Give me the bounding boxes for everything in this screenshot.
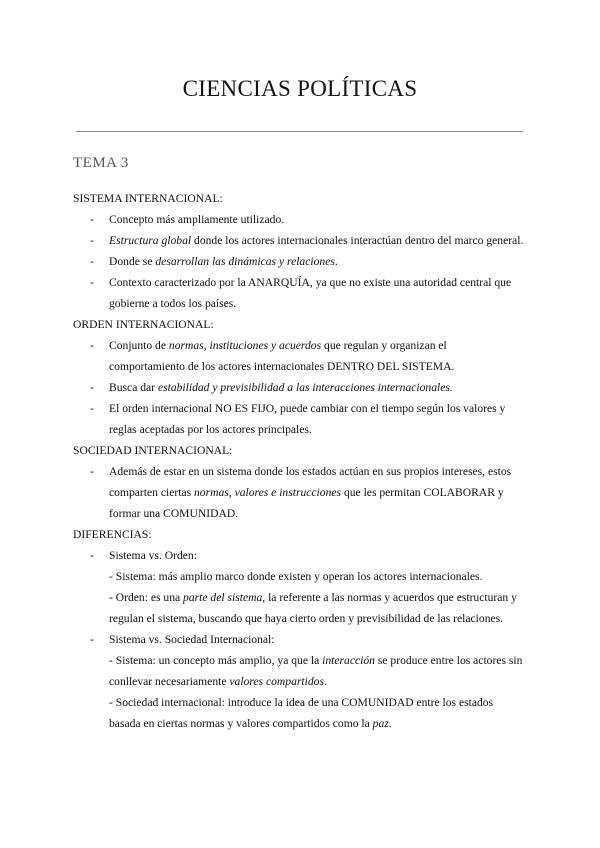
comparison-label: Sistema vs. Sociedad Internacional: bbox=[109, 633, 275, 646]
emphasis: valores compartidos bbox=[229, 675, 324, 688]
emphasis: desarrollan las dinámicas y relaciones bbox=[155, 255, 335, 268]
section-heading-diferencias: DIFERENCIAS: bbox=[73, 528, 152, 541]
item-text: El orden internacional NO ES FIJO, puede cambiar con el tiempo según los valores y reglas aceptadas por los actores principales. bbox=[109, 402, 506, 436]
emphasis: normas, instituciones y acuerdos bbox=[168, 339, 322, 352]
bullet-dash: - bbox=[90, 633, 94, 646]
title-divider bbox=[76, 131, 523, 132]
emphasis: interacción bbox=[322, 654, 375, 667]
bullet-dash: - bbox=[90, 465, 94, 478]
bullet-dash: - bbox=[90, 339, 94, 352]
bullet-dash: - bbox=[90, 276, 94, 289]
document-body bbox=[73, 188, 525, 734]
section-list-sistema bbox=[73, 209, 525, 314]
bullet-dash: - bbox=[90, 234, 94, 247]
item-text: Concepto más ampliamente utilizado. bbox=[109, 213, 285, 226]
emphasis: Estructura global bbox=[109, 234, 192, 247]
list-item bbox=[73, 272, 525, 314]
bullet-dash: - bbox=[90, 255, 94, 268]
section-list-orden bbox=[73, 335, 525, 440]
list-item bbox=[73, 251, 525, 272]
list-item bbox=[73, 230, 525, 251]
comparison-label: Sistema vs. Orden: bbox=[109, 549, 197, 562]
section-list-diferencias bbox=[73, 545, 525, 734]
item-text: Estructura global donde los actores internacionales interactúan dentro del marco general. bbox=[109, 234, 524, 247]
list-item bbox=[73, 377, 525, 398]
list-item bbox=[73, 209, 525, 230]
list-item bbox=[73, 461, 525, 524]
list-item bbox=[73, 398, 525, 440]
list-item bbox=[73, 545, 525, 629]
emphasis: normas, valores e instrucciones bbox=[193, 486, 342, 499]
item-text: Contexto caracterizado por la ANARQUÍA, ya que no existe una autoridad central que gobierne a todos los países. bbox=[109, 276, 512, 310]
item-text: Busca dar estabilidad y previsibilidad a las interacciones internacionales. bbox=[109, 381, 453, 394]
comparison-detail: - Sistema: un concepto más amplio, ya que la interacción se produce entre los actores sin conllevar necesariamente valores compartidos. bbox=[109, 654, 523, 688]
list-item bbox=[73, 629, 525, 734]
item-text: Conjunto de normas, instituciones y acuerdos que regulan y organizan el comportamiento de los actores internacionales DENTRO DEL SISTEMA. bbox=[109, 339, 455, 373]
emphasis: estabilidad y previsibilidad a las interacciones internacionales. bbox=[157, 381, 453, 394]
bullet-dash: - bbox=[90, 402, 94, 415]
emphasis: paz bbox=[372, 717, 389, 730]
section-heading-sociedad: SOCIEDAD INTERNACIONAL: bbox=[73, 444, 233, 457]
emphasis: parte del sistema bbox=[183, 591, 263, 604]
item-text: Además de estar en un sistema donde los estados actúan en sus propios intereses, estos comparten ciertas normas, valores e instrucciones que les permitan COLABORAR y formar una COMUNIDAD. bbox=[109, 465, 512, 520]
topic-heading: TEMA 3 bbox=[73, 155, 129, 171]
comparison-detail: - Sistema: más amplio marco donde existen y operan los actores internacionales. bbox=[109, 570, 483, 583]
bullet-dash: - bbox=[90, 549, 94, 562]
list-item bbox=[73, 335, 525, 377]
page-title: CIENCIAS POLÍTICAS bbox=[182, 76, 418, 101]
item-text: Donde se desarrollan las dinámicas y relaciones. bbox=[109, 255, 338, 268]
comparison-detail: - Sociedad internacional: introduce la idea de una COMUNIDAD entre los estados basada en ciertas normas y valores compartidos como la paz. bbox=[109, 696, 494, 730]
comparison-detail: - Orden: es una parte del sistema, la referente a las normas y acuerdos que estructuran y regulan el sistema, buscando que haya cierto orden y previsibilidad de las relaciones. bbox=[109, 591, 517, 625]
section-heading-sistema: SISTEMA INTERNACIONAL: bbox=[73, 192, 223, 205]
bullet-dash: - bbox=[90, 381, 94, 394]
bullet-dash: - bbox=[90, 213, 94, 226]
section-heading-orden: ORDEN INTERNACIONAL: bbox=[73, 318, 214, 331]
section-list-sociedad bbox=[73, 461, 525, 524]
